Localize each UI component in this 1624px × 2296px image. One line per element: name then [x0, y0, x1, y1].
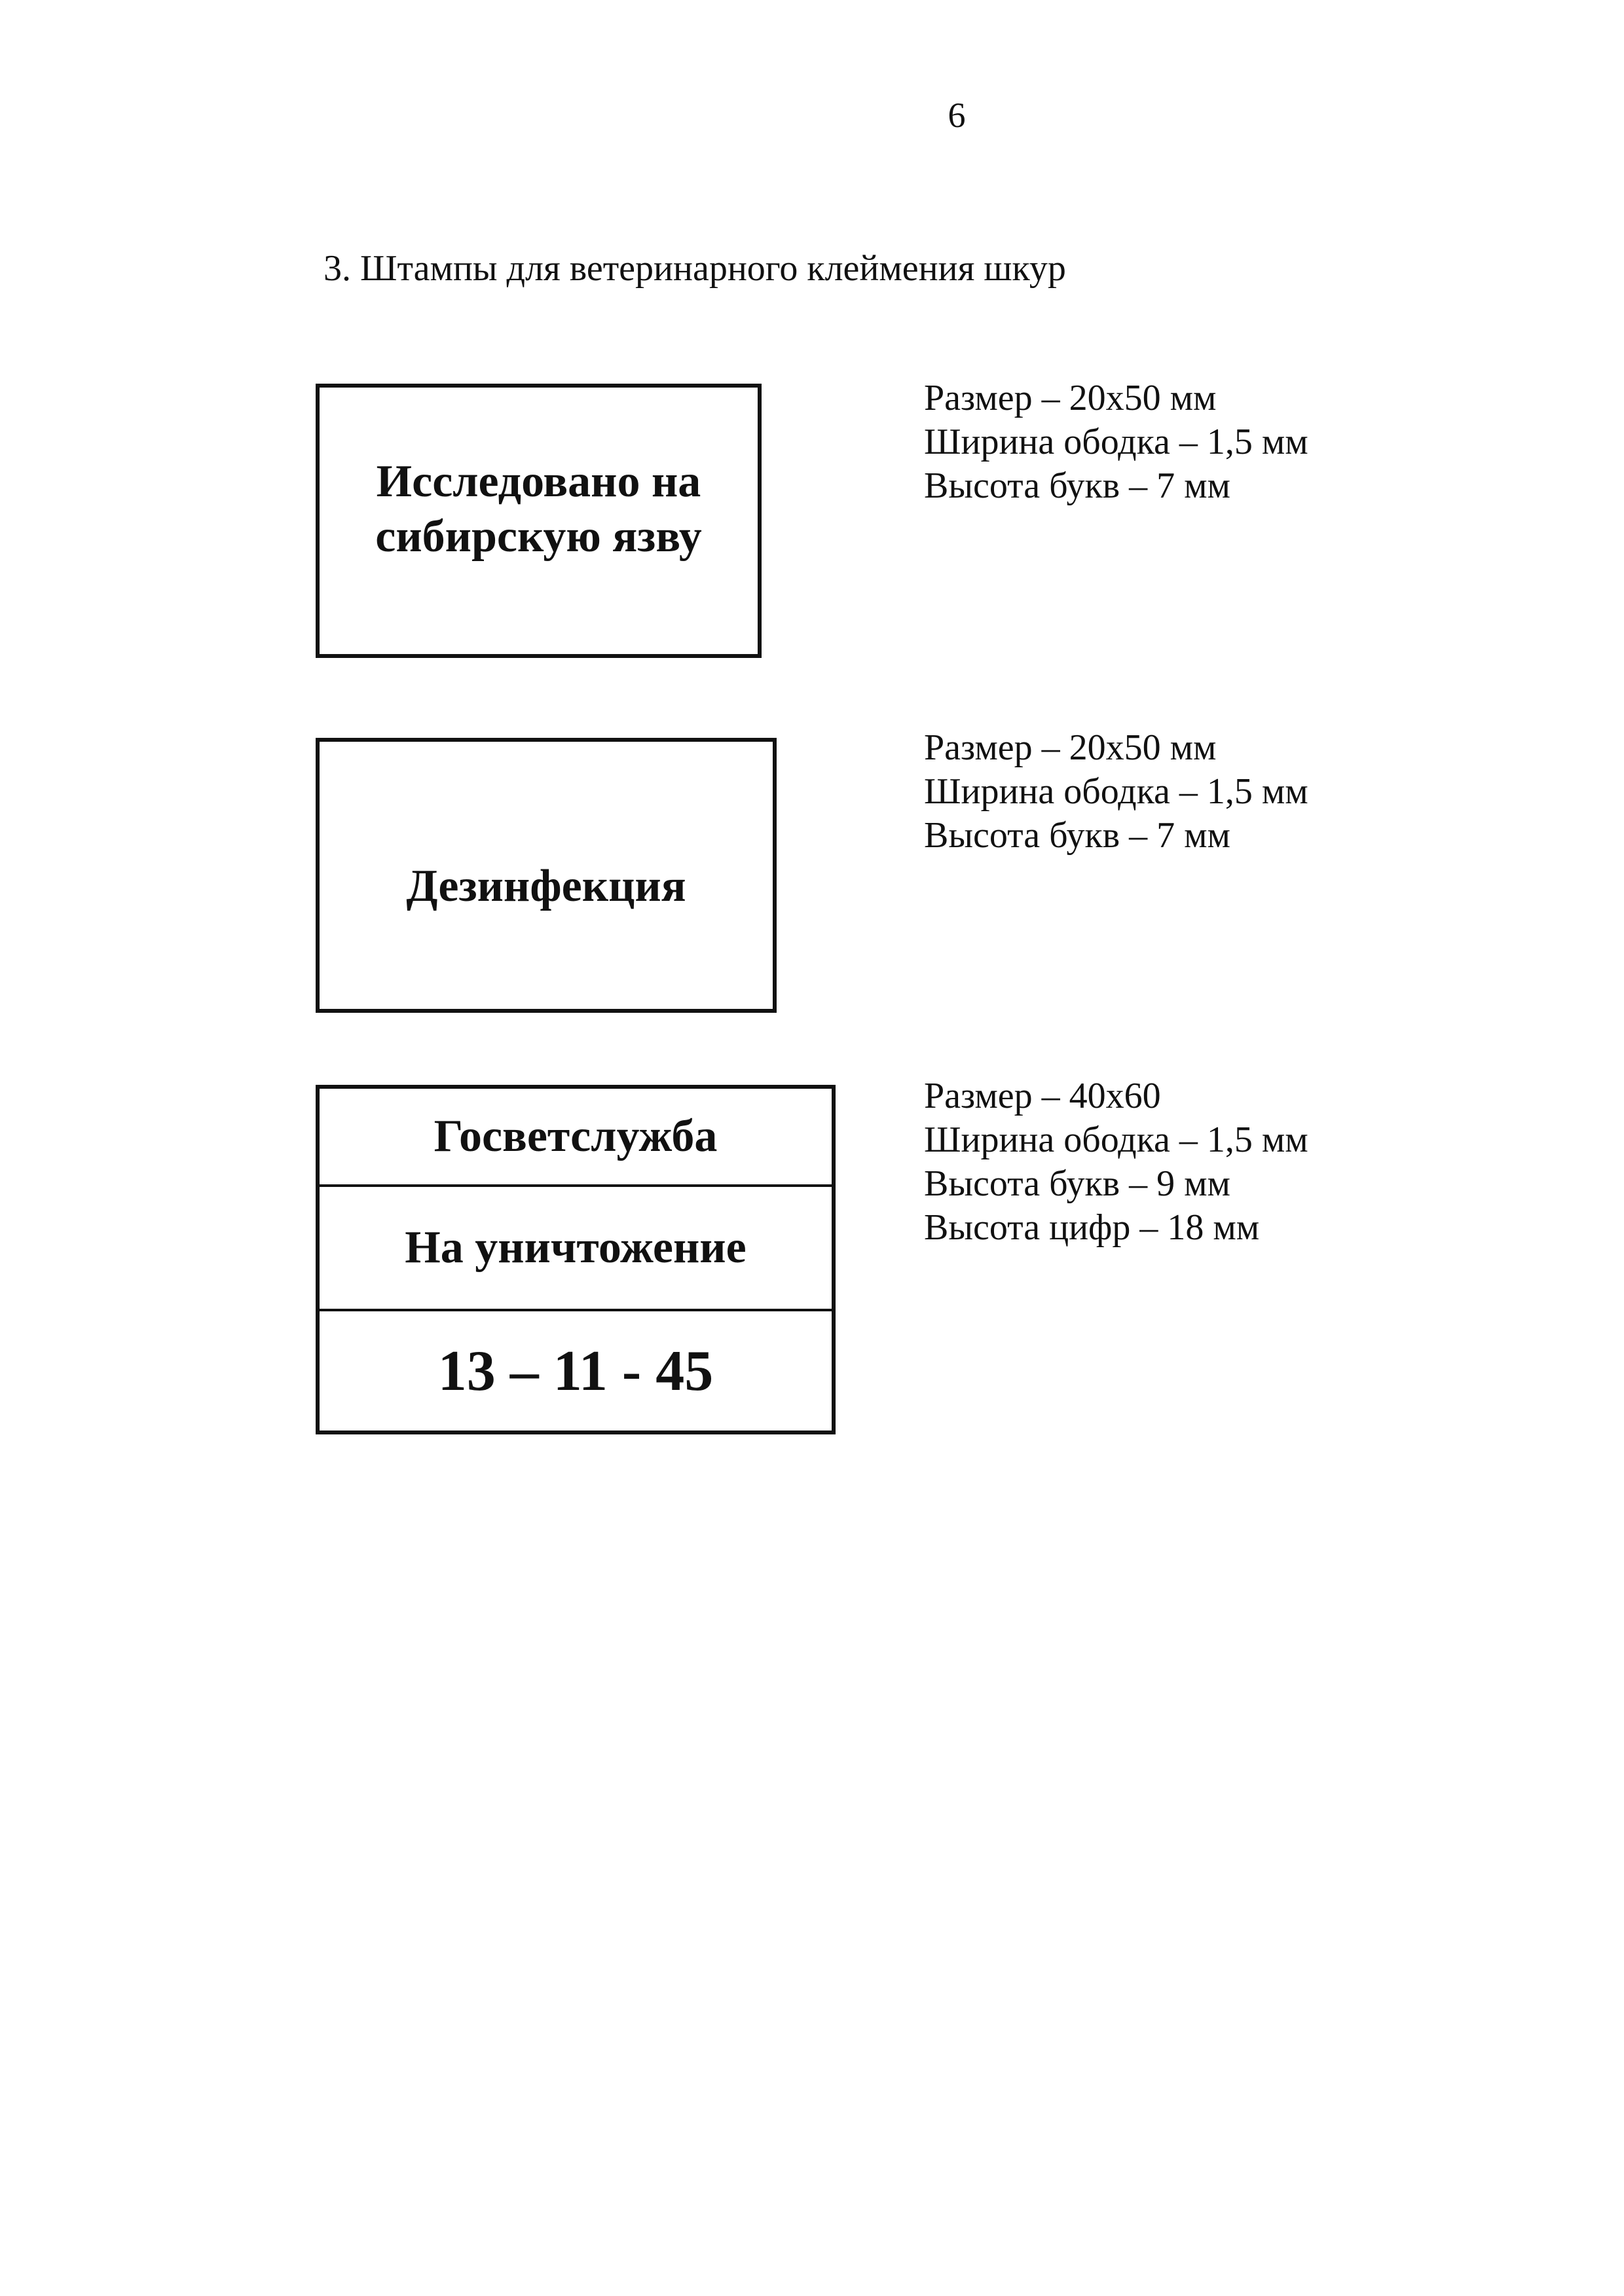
- spec-letter-height: Высота букв – 7 мм: [924, 465, 1230, 506]
- spec-letter-height: Высота букв – 9 мм: [924, 1163, 1230, 1204]
- section-heading: 3. Штампы для ветеринарного клеймения шкур: [323, 248, 1066, 289]
- spec-letter-height: Высота букв – 7 мм: [924, 815, 1230, 856]
- spec-rim-width: Ширина ободка – 1,5 мм: [924, 1120, 1308, 1160]
- spec-size: Размер – 20х50 мм: [924, 727, 1217, 768]
- stamp-specs: [924, 376, 1308, 508]
- spec-rim-width: Ширина ободка – 1,5 мм: [924, 771, 1308, 812]
- stamp-row-service: Госветслужба: [320, 1089, 832, 1187]
- stamp-text-line: Исследовано на: [376, 456, 701, 507]
- stamp-text-line: сибирскую язву: [375, 511, 702, 562]
- stamp-text-line: Дезинфекция: [406, 861, 686, 911]
- stamp-specs: [924, 726, 1308, 858]
- stamp-specs: [924, 1074, 1308, 1250]
- spec-size: Размер – 20х50 мм: [924, 378, 1217, 418]
- stamp-row-code: 13 – 11 - 45: [437, 1339, 714, 1403]
- spec-size: Размер – 40х60: [924, 1076, 1161, 1116]
- stamp-anthrax-tested: [316, 384, 762, 658]
- spec-digit-height: Высота цифр – 18 мм: [924, 1207, 1260, 1248]
- stamp-row-purpose: На уничтожение: [320, 1187, 832, 1311]
- page-number: 6: [948, 96, 966, 135]
- stamp-destruction: [316, 1085, 836, 1434]
- stamp-disinfection: [316, 738, 777, 1013]
- spec-rim-width: Ширина ободка – 1,5 мм: [924, 422, 1308, 462]
